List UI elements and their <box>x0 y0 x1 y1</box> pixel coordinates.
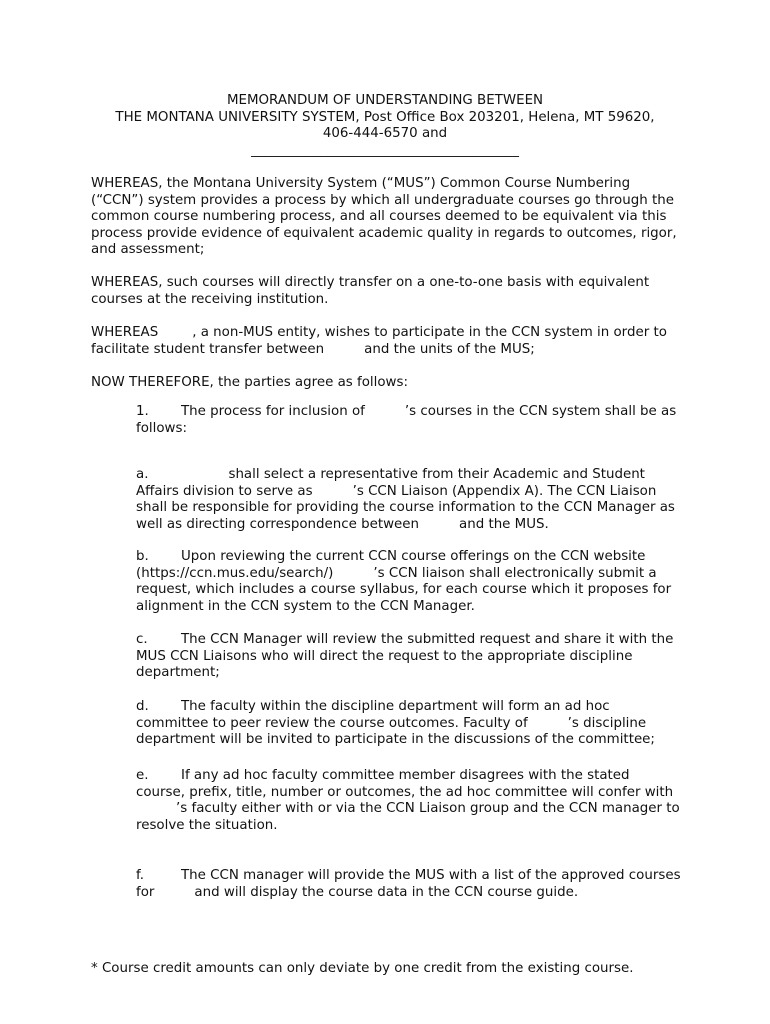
item-b-start: Upon reviewing the current CCN course offerings on the CCN website (https://ccn.mus.edu/search/) <box>136 549 646 581</box>
item-d-end: ’s discipline department will be invited to participate in the discussions of the committee; <box>136 715 655 748</box>
item-1-end: ’s courses in the CCN system shall be as follows: <box>136 404 677 436</box>
item-d-start: The faculty within the discipline department will form an ad hoc committee to peer review the course outcomes. Faculty of <box>136 699 610 731</box>
list-item-number: 1. <box>136 404 149 419</box>
signature-line: ________________________________________ <box>251 142 519 158</box>
now-therefore-paragraph: NOW THEREFORE, the parties agree as follows: <box>91 375 409 390</box>
whereas-3-middle: , a non-MUS entity, wishes to participate in the CCN system in order to facilitate student transfer between <box>91 325 667 357</box>
item-f-start: The CCN manager will provide the MUS with a list of the approved courses for <box>136 868 681 900</box>
list-item-f <box>136 868 681 901</box>
title-line-2: THE MONTANA UNIVERSITY SYSTEM, Post Office Box 203201, Helena, MT 59620, <box>115 109 655 125</box>
list-item-c <box>136 632 681 682</box>
item-e-end: ’s faculty either with or via the CCN Liaison group and the CCN manager to resolve the situation. <box>136 801 680 833</box>
title-line-3: 406-444-6570 and <box>322 126 448 142</box>
whereas-paragraph-2: WHEREAS, such courses will directly transfer on a one-to-one basis with equivalent courses at the receiving institution. <box>91 275 650 307</box>
item-e-start: If any ad hoc faculty committee member disagrees with the stated course, prefix, title, number or outcomes, the ad hoc committee will confer with <box>136 768 674 800</box>
list-item-letter: c. <box>136 632 148 647</box>
list-item-letter: b. <box>136 549 149 564</box>
list-item-a <box>136 467 681 533</box>
whereas-paragraph-1: WHEREAS, the Montana University System (“MUS”) Common Course Numbering (“CCN”) system provides a process by which all undergraduate courses go through the common course numbering process, and all courses deemed to be equivalent via this process provide evidence of equivalent academic quality in regards to outcomes, rigor, and assessment; <box>91 176 677 258</box>
footnote: * Course credit amounts can only deviate by one credit from the existing course. <box>91 961 634 976</box>
list-item-letter: a. <box>136 467 149 482</box>
item-c-text: The CCN Manager will review the submitted request and share it with the MUS CCN Liaisons who will direct the request to the appropriate discipline department; <box>136 632 674 681</box>
list-item-d <box>136 699 681 749</box>
item-1-start: The process for inclusion of <box>181 404 365 419</box>
list-item-letter: f. <box>136 868 144 883</box>
title-line-1: MEMORANDUM OF UNDERSTANDING BETWEEN <box>226 93 544 108</box>
list-item-e <box>136 768 681 834</box>
item-a-start: shall select a representative from their Academic and Student Affairs division to serve as <box>136 467 645 499</box>
item-f-end: and will display the course data in the CCN course guide. <box>194 884 579 900</box>
item-b-end: ’s CCN liaison shall electronically submit a request, which includes a course syllabus, for each course which it proposes for alignment in the CCN system to the CCN Manager. <box>136 565 672 614</box>
list-item-1 <box>136 404 681 437</box>
list-item-letter: d. <box>136 699 149 714</box>
memorandum-title <box>0 93 770 159</box>
item-a-middle: ’s CCN Liaison (Appendix A). The CCN Liaison shall be responsible for providing the course information to the CCN Manager as well as directing correspondence between <box>136 483 675 532</box>
whereas-3-start: WHEREAS <box>91 325 159 340</box>
whereas-paragraph-3 <box>91 325 679 358</box>
list-item-b <box>136 549 681 615</box>
whereas-3-end: and the units of the MUS; <box>364 341 535 357</box>
list-item-letter: e. <box>136 768 149 783</box>
item-a-end: and the MUS. <box>459 516 549 532</box>
